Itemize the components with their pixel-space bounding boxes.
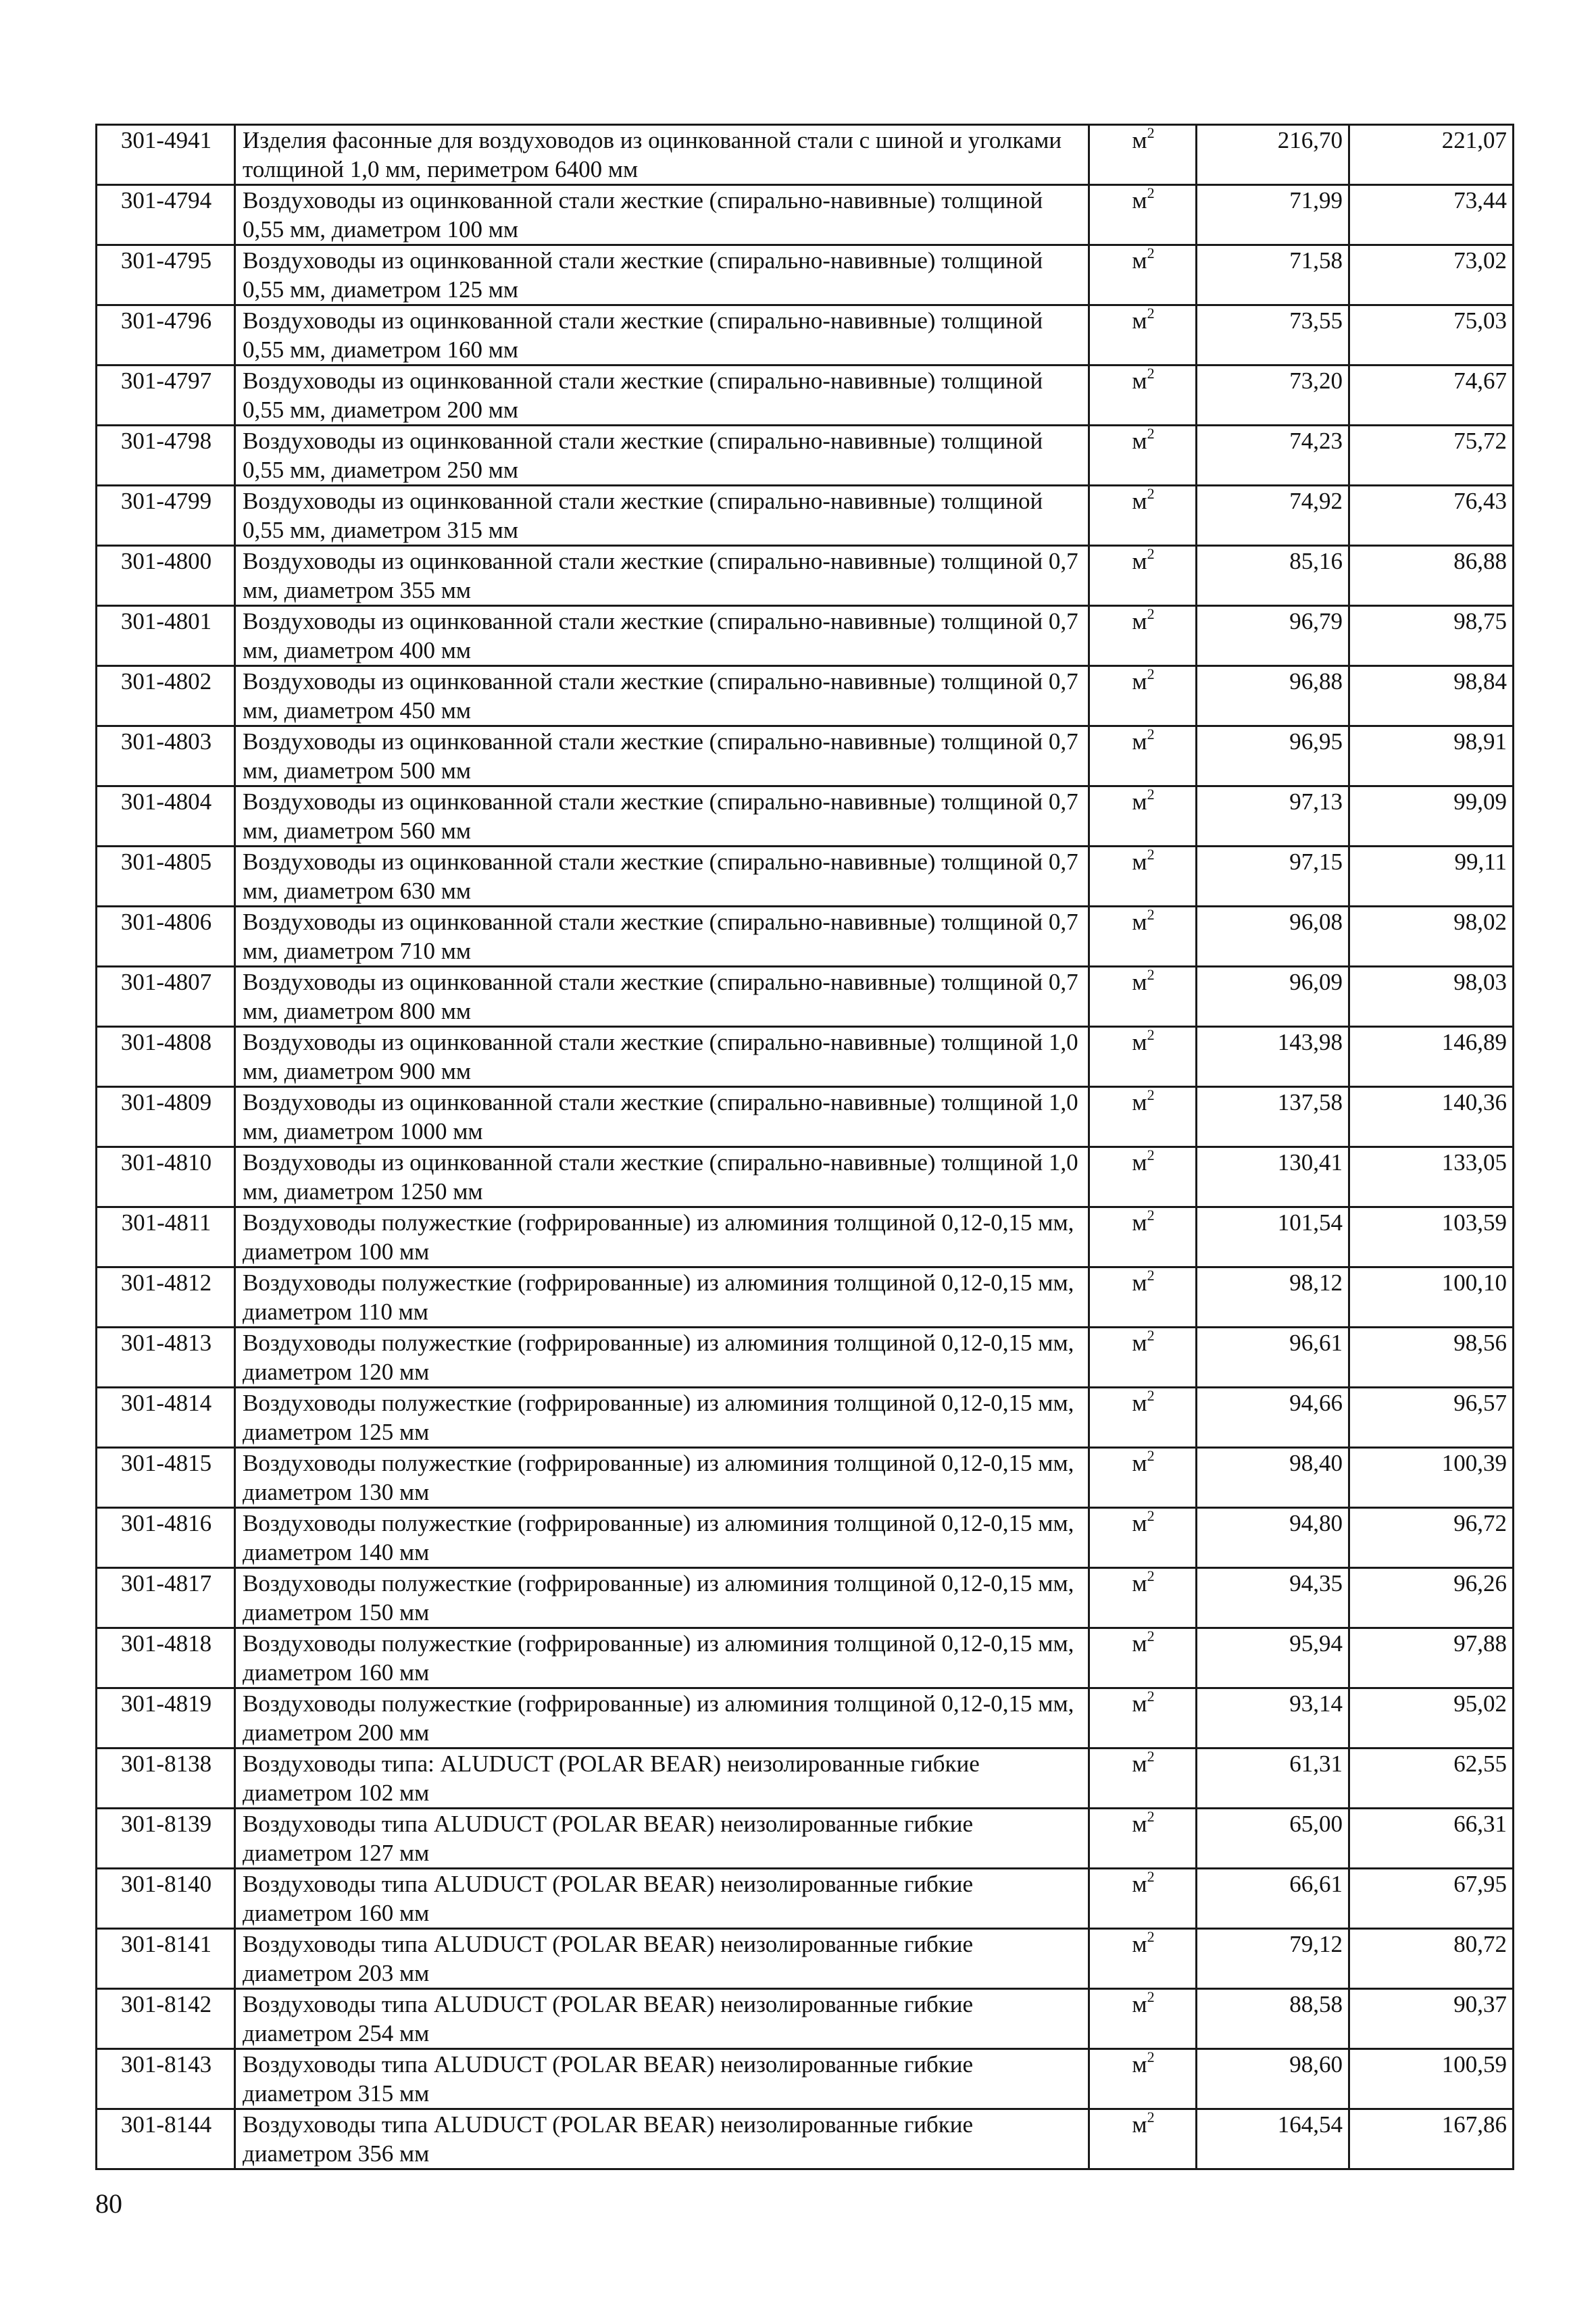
item-unit [1089, 1809, 1197, 1869]
item-description: Воздуховоды из оцинкованной стали жесткие (спирально-навивные) толщиной 0,7 мм, диаметром 450 мм [235, 666, 1089, 726]
price-1: 98,60 [1197, 2049, 1349, 2109]
price-2: 221,07 [1349, 125, 1514, 185]
item-description: Воздуховоды полужесткие (гофрированные) из алюминия толщиной 0,12-0,15 мм, диаметром 125 мм [235, 1388, 1089, 1448]
item-code: 301-4802 [97, 666, 235, 726]
item-description: Воздуховоды полужесткие (гофрированные) из алюминия толщиной 0,12-0,15 мм, диаметром 110 мм [235, 1267, 1089, 1328]
item-code: 301-4807 [97, 967, 235, 1027]
table-row [97, 1448, 1514, 1508]
item-unit [1089, 546, 1197, 606]
unit-superscript: 2 [1147, 1748, 1155, 1765]
price-1: 93,14 [1197, 1688, 1349, 1749]
price-1: 65,00 [1197, 1809, 1349, 1869]
item-code: 301-4799 [97, 486, 235, 546]
item-unit [1089, 486, 1197, 546]
item-unit [1089, 907, 1197, 967]
item-code: 301-4811 [97, 1207, 235, 1267]
price-2: 73,02 [1349, 245, 1514, 305]
unit-text: м [1132, 488, 1147, 514]
unit-superscript: 2 [1147, 1928, 1155, 1946]
price-1: 97,13 [1197, 786, 1349, 847]
unit-text: м [1132, 1630, 1147, 1657]
price-2: 73,44 [1349, 185, 1514, 245]
item-unit [1089, 2049, 1197, 2109]
unit-superscript: 2 [1147, 2109, 1155, 2126]
item-code: 301-8140 [97, 1869, 235, 1929]
item-description: Воздуховоды типа ALUDUCT (POLAR BEAR) неизолированные гибкие диаметром 254 мм [235, 1989, 1089, 2049]
item-description: Воздуховоды из оцинкованной стали жесткие (спирально-навивные) толщиной 0,55 мм, диаметром 200 мм [235, 366, 1089, 426]
price-2: 167,86 [1349, 2109, 1514, 2169]
item-description: Воздуховоды из оцинкованной стали жесткие (спирально-навивные) толщиной 0,7 мм, диаметром 355 мм [235, 546, 1089, 606]
table-row [97, 2109, 1514, 2169]
price-2: 96,26 [1349, 1568, 1514, 1628]
price-1: 73,20 [1197, 366, 1349, 426]
item-code: 301-4818 [97, 1628, 235, 1688]
item-unit [1089, 786, 1197, 847]
price-1: 130,41 [1197, 1147, 1349, 1207]
unit-superscript: 2 [1147, 545, 1155, 563]
price-1: 216,70 [1197, 125, 1349, 185]
item-code: 301-8141 [97, 1929, 235, 1989]
item-description: Воздуховоды из оцинкованной стали жесткие (спирально-навивные) толщиной 0,7 мм, диаметром 710 мм [235, 907, 1089, 967]
unit-text: м [1132, 307, 1147, 334]
unit-superscript: 2 [1147, 1628, 1155, 1645]
unit-superscript: 2 [1147, 1026, 1155, 1044]
price-1: 61,31 [1197, 1749, 1349, 1809]
price-2: 98,75 [1349, 606, 1514, 666]
unit-text: м [1132, 1751, 1147, 1777]
price-table [95, 124, 1514, 2170]
unit-superscript: 2 [1147, 1086, 1155, 1104]
item-unit [1089, 1207, 1197, 1267]
price-2: 98,03 [1349, 967, 1514, 1027]
item-unit [1089, 1508, 1197, 1568]
item-unit [1089, 726, 1197, 786]
item-code: 301-4815 [97, 1448, 235, 1508]
item-code: 301-4795 [97, 245, 235, 305]
item-description: Воздуховоды типа ALUDUCT (POLAR BEAR) неизолированные гибкие диаметром 356 мм [235, 2109, 1089, 2169]
price-2: 75,72 [1349, 426, 1514, 486]
item-code: 301-4794 [97, 185, 235, 245]
price-2: 99,11 [1349, 847, 1514, 907]
price-2: 146,89 [1349, 1027, 1514, 1087]
item-code: 301-8143 [97, 2049, 235, 2109]
unit-superscript: 2 [1147, 485, 1155, 503]
unit-text: м [1132, 1570, 1147, 1596]
unit-text: м [1132, 728, 1147, 755]
price-1: 94,35 [1197, 1568, 1349, 1628]
item-code: 301-4819 [97, 1688, 235, 1749]
item-code: 301-4808 [97, 1027, 235, 1087]
item-description: Воздуховоды из оцинкованной стали жесткие (спирально-навивные) толщиной 0,7 мм, диаметром 400 мм [235, 606, 1089, 666]
unit-superscript: 2 [1147, 1147, 1155, 1164]
unit-superscript: 2 [1147, 184, 1155, 202]
table-row [97, 1929, 1514, 1989]
table-row [97, 1087, 1514, 1147]
item-code: 301-4803 [97, 726, 235, 786]
item-code: 301-4800 [97, 546, 235, 606]
unit-superscript: 2 [1147, 605, 1155, 623]
price-2: 100,59 [1349, 2049, 1514, 2109]
price-1: 73,55 [1197, 305, 1349, 366]
unit-superscript: 2 [1147, 966, 1155, 984]
price-1: 94,66 [1197, 1388, 1349, 1448]
item-description: Воздуховоды полужесткие (гофрированные) из алюминия толщиной 0,12-0,15 мм, диаметром 200 мм [235, 1688, 1089, 1749]
table-row [97, 1869, 1514, 1929]
price-1: 71,99 [1197, 185, 1349, 245]
item-code: 301-4797 [97, 366, 235, 426]
unit-text: м [1132, 368, 1147, 394]
item-code: 301-8144 [97, 2109, 235, 2169]
unit-superscript: 2 [1147, 365, 1155, 382]
unit-text: м [1132, 1510, 1147, 1536]
price-2: 66,31 [1349, 1809, 1514, 1869]
item-description: Воздуховоды полужесткие (гофрированные) из алюминия толщиной 0,12-0,15 мм, диаметром 130 мм [235, 1448, 1089, 1508]
item-unit [1089, 967, 1197, 1027]
item-description: Воздуховоды из оцинкованной стали жесткие (спирально-навивные) толщиной 0,7 мм, диаметром 560 мм [235, 786, 1089, 847]
price-1: 137,58 [1197, 1087, 1349, 1147]
item-code: 301-4806 [97, 907, 235, 967]
item-description: Воздуховоды типа ALUDUCT (POLAR BEAR) неизолированные гибкие диаметром 127 мм [235, 1809, 1089, 1869]
price-2: 100,39 [1349, 1448, 1514, 1508]
unit-superscript: 2 [1147, 1688, 1155, 1705]
table-row [97, 1267, 1514, 1328]
unit-text: м [1132, 2051, 1147, 2078]
price-2: 100,10 [1349, 1267, 1514, 1328]
unit-text: м [1132, 1330, 1147, 1356]
unit-text: м [1132, 1390, 1147, 1416]
unit-text: м [1132, 608, 1147, 634]
item-unit [1089, 1688, 1197, 1749]
item-unit [1089, 1869, 1197, 1929]
table-row [97, 1207, 1514, 1267]
item-unit [1089, 185, 1197, 245]
unit-superscript: 2 [1147, 665, 1155, 683]
unit-superscript: 2 [1147, 1868, 1155, 1886]
price-1: 96,09 [1197, 967, 1349, 1027]
item-description: Воздуховоды типа ALUDUCT (POLAR BEAR) неизолированные гибкие диаметром 160 мм [235, 1869, 1089, 1929]
unit-superscript: 2 [1147, 1327, 1155, 1344]
item-code: 301-4804 [97, 786, 235, 847]
item-unit [1089, 847, 1197, 907]
price-2: 98,91 [1349, 726, 1514, 786]
unit-text: м [1132, 548, 1147, 574]
price-1: 164,54 [1197, 2109, 1349, 2169]
item-unit [1089, 666, 1197, 726]
unit-text: м [1132, 969, 1147, 995]
item-unit [1089, 426, 1197, 486]
unit-text: м [1132, 788, 1147, 815]
item-unit [1089, 1267, 1197, 1328]
item-code: 301-4941 [97, 125, 235, 185]
unit-text: м [1132, 1450, 1147, 1476]
item-unit [1089, 1749, 1197, 1809]
price-2: 97,88 [1349, 1628, 1514, 1688]
item-code: 301-4809 [97, 1087, 235, 1147]
table-row [97, 1688, 1514, 1749]
item-description: Воздуховоды из оцинкованной стали жесткие (спирально-навивные) толщиной 0,55 мм, диаметром 315 мм [235, 486, 1089, 546]
unit-superscript: 2 [1147, 786, 1155, 803]
price-2: 80,72 [1349, 1929, 1514, 1989]
item-unit [1089, 125, 1197, 185]
item-code: 301-4814 [97, 1388, 235, 1448]
price-2: 96,57 [1349, 1388, 1514, 1448]
price-2: 98,56 [1349, 1328, 1514, 1388]
item-code: 301-8142 [97, 1989, 235, 2049]
price-1: 96,95 [1197, 726, 1349, 786]
table-row [97, 1027, 1514, 1087]
item-description: Воздуховоды типа: ALUDUCT (POLAR BEAR) неизолированные гибкие диаметром 102 мм [235, 1749, 1089, 1809]
item-description: Воздуховоды из оцинкованной стали жесткие (спирально-навивные) толщиной 0,7 мм, диаметром 800 мм [235, 967, 1089, 1027]
price-1: 101,54 [1197, 1207, 1349, 1267]
item-description: Воздуховоды полужесткие (гофрированные) из алюминия толщиной 0,12-0,15 мм, диаметром 120 мм [235, 1328, 1089, 1388]
item-code: 301-4798 [97, 426, 235, 486]
item-unit [1089, 1568, 1197, 1628]
item-unit [1089, 1087, 1197, 1147]
unit-superscript: 2 [1147, 1988, 1155, 2006]
item-description: Изделия фасонные для воздуховодов из оцинкованной стали с шиной и уголками толщиной 1,0 мм, периметром 6400 мм [235, 125, 1089, 185]
unit-superscript: 2 [1147, 124, 1155, 142]
table-row [97, 426, 1514, 486]
unit-superscript: 2 [1147, 1447, 1155, 1465]
unit-superscript: 2 [1147, 2048, 1155, 2066]
item-code: 301-4816 [97, 1508, 235, 1568]
price-1: 74,23 [1197, 426, 1349, 486]
item-code: 301-4812 [97, 1267, 235, 1328]
price-1: 98,40 [1197, 1448, 1349, 1508]
price-2: 86,88 [1349, 546, 1514, 606]
table-row [97, 1388, 1514, 1448]
unit-text: м [1132, 127, 1147, 153]
table-row [97, 2049, 1514, 2109]
item-unit [1089, 1147, 1197, 1207]
price-2: 75,03 [1349, 305, 1514, 366]
table-row [97, 125, 1514, 185]
unit-superscript: 2 [1147, 726, 1155, 743]
unit-superscript: 2 [1147, 1267, 1155, 1284]
table-row [97, 1989, 1514, 2049]
price-1: 96,08 [1197, 907, 1349, 967]
unit-text: м [1132, 668, 1147, 695]
price-2: 90,37 [1349, 1989, 1514, 2049]
price-1: 95,94 [1197, 1628, 1349, 1688]
unit-text: м [1132, 247, 1147, 274]
price-2: 140,36 [1349, 1087, 1514, 1147]
item-description: Воздуховоды из оцинкованной стали жесткие (спирально-навивные) толщиной 0,55 мм, диаметром 160 мм [235, 305, 1089, 366]
item-unit [1089, 245, 1197, 305]
unit-superscript: 2 [1147, 1567, 1155, 1585]
price-1: 96,61 [1197, 1328, 1349, 1388]
table-row [97, 907, 1514, 967]
price-1: 97,15 [1197, 847, 1349, 907]
unit-text: м [1132, 1149, 1147, 1176]
item-unit [1089, 1628, 1197, 1688]
table-row [97, 305, 1514, 366]
price-2: 62,55 [1349, 1749, 1514, 1809]
item-code: 301-4796 [97, 305, 235, 366]
item-unit [1089, 366, 1197, 426]
table-row [97, 245, 1514, 305]
item-description: Воздуховоды из оцинкованной стали жесткие (спирально-навивные) толщиной 1,0 мм, диаметром 900 мм [235, 1027, 1089, 1087]
unit-superscript: 2 [1147, 1808, 1155, 1826]
table-row [97, 366, 1514, 426]
item-unit [1089, 1388, 1197, 1448]
item-unit [1089, 606, 1197, 666]
price-2: 67,95 [1349, 1869, 1514, 1929]
item-unit [1089, 1448, 1197, 1508]
unit-superscript: 2 [1147, 906, 1155, 924]
table-row [97, 1328, 1514, 1388]
table-row [97, 847, 1514, 907]
item-unit [1089, 1027, 1197, 1087]
price-2: 133,05 [1349, 1147, 1514, 1207]
price-1: 74,92 [1197, 486, 1349, 546]
price-1: 98,12 [1197, 1267, 1349, 1328]
price-2: 98,02 [1349, 907, 1514, 967]
item-description: Воздуховоды из оцинкованной стали жесткие (спирально-навивные) толщиной 0,55 мм, диаметром 100 мм [235, 185, 1089, 245]
unit-text: м [1132, 849, 1147, 875]
unit-superscript: 2 [1147, 1207, 1155, 1224]
page-number: 80 [95, 2188, 122, 2219]
unit-text: м [1132, 1029, 1147, 1055]
item-description: Воздуховоды из оцинкованной стали жесткие (спирально-навивные) толщиной 0,55 мм, диаметром 125 мм [235, 245, 1089, 305]
item-description: Воздуховоды из оцинкованной стали жесткие (спирально-навивные) толщиной 0,7 мм, диаметром 630 мм [235, 847, 1089, 907]
unit-text: м [1132, 1209, 1147, 1236]
table-row [97, 967, 1514, 1027]
item-code: 301-4813 [97, 1328, 235, 1388]
unit-superscript: 2 [1147, 425, 1155, 443]
table-row [97, 1628, 1514, 1688]
price-2: 98,84 [1349, 666, 1514, 726]
unit-text: м [1132, 1690, 1147, 1717]
price-2: 95,02 [1349, 1688, 1514, 1749]
price-1: 85,16 [1197, 546, 1349, 606]
price-1: 79,12 [1197, 1929, 1349, 1989]
item-description: Воздуховоды из оцинкованной стали жесткие (спирально-навивные) толщиной 0,7 мм, диаметром 500 мм [235, 726, 1089, 786]
unit-superscript: 2 [1147, 846, 1155, 863]
item-unit [1089, 1929, 1197, 1989]
table-body [97, 125, 1514, 2169]
table-row [97, 1809, 1514, 1869]
item-code: 301-8138 [97, 1749, 235, 1809]
table-row [97, 726, 1514, 786]
item-code: 301-4805 [97, 847, 235, 907]
item-description: Воздуховоды из оцинкованной стали жесткие (спирально-навивные) толщиной 0,55 мм, диаметром 250 мм [235, 426, 1089, 486]
table-row [97, 546, 1514, 606]
price-2: 96,72 [1349, 1508, 1514, 1568]
unit-text: м [1132, 1089, 1147, 1115]
table-row [97, 786, 1514, 847]
unit-text: м [1132, 1811, 1147, 1837]
unit-text: м [1132, 187, 1147, 213]
table-row [97, 1147, 1514, 1207]
price-2: 103,59 [1349, 1207, 1514, 1267]
unit-text: м [1132, 1931, 1147, 1957]
price-1: 66,61 [1197, 1869, 1349, 1929]
item-description: Воздуховоды полужесткие (гофрированные) из алюминия толщиной 0,12-0,15 мм, диаметром 160 мм [235, 1628, 1089, 1688]
unit-text: м [1132, 1991, 1147, 2017]
unit-superscript: 2 [1147, 1387, 1155, 1405]
item-description: Воздуховоды полужесткие (гофрированные) из алюминия толщиной 0,12-0,15 мм, диаметром 100 мм [235, 1207, 1089, 1267]
unit-text: м [1132, 428, 1147, 454]
table-row [97, 486, 1514, 546]
table-row [97, 1749, 1514, 1809]
unit-text: м [1132, 909, 1147, 935]
table-row [97, 606, 1514, 666]
item-description: Воздуховоды типа ALUDUCT (POLAR BEAR) неизолированные гибкие диаметром 203 мм [235, 1929, 1089, 1989]
unit-text: м [1132, 1269, 1147, 1296]
item-unit [1089, 1328, 1197, 1388]
item-description: Воздуховоды из оцинкованной стали жесткие (спирально-навивные) толщиной 1,0 мм, диаметром 1000 мм [235, 1087, 1089, 1147]
item-description: Воздуховоды типа ALUDUCT (POLAR BEAR) неизолированные гибкие диаметром 315 мм [235, 2049, 1089, 2109]
item-code: 301-4801 [97, 606, 235, 666]
price-2: 76,43 [1349, 486, 1514, 546]
unit-text: м [1132, 2111, 1147, 2138]
table-row [97, 1568, 1514, 1628]
table-row [97, 666, 1514, 726]
price-2: 74,67 [1349, 366, 1514, 426]
price-1: 71,58 [1197, 245, 1349, 305]
price-1: 143,98 [1197, 1027, 1349, 1087]
unit-text: м [1132, 1871, 1147, 1897]
table-row [97, 185, 1514, 245]
unit-superscript: 2 [1147, 1507, 1155, 1525]
price-2: 99,09 [1349, 786, 1514, 847]
price-1: 88,58 [1197, 1989, 1349, 2049]
item-code: 301-8139 [97, 1809, 235, 1869]
table-row [97, 1508, 1514, 1568]
item-description: Воздуховоды полужесткие (гофрированные) из алюминия толщиной 0,12-0,15 мм, диаметром 140 мм [235, 1508, 1089, 1568]
price-1: 96,88 [1197, 666, 1349, 726]
item-unit [1089, 2109, 1197, 2169]
item-unit [1089, 305, 1197, 366]
unit-superscript: 2 [1147, 305, 1155, 322]
price-1: 94,80 [1197, 1508, 1349, 1568]
item-code: 301-4810 [97, 1147, 235, 1207]
price-1: 96,79 [1197, 606, 1349, 666]
item-unit [1089, 1989, 1197, 2049]
item-description: Воздуховоды из оцинкованной стали жесткие (спирально-навивные) толщиной 1,0 мм, диаметром 1250 мм [235, 1147, 1089, 1207]
item-description: Воздуховоды полужесткие (гофрированные) из алюминия толщиной 0,12-0,15 мм, диаметром 150 мм [235, 1568, 1089, 1628]
unit-superscript: 2 [1147, 245, 1155, 262]
item-code: 301-4817 [97, 1568, 235, 1628]
